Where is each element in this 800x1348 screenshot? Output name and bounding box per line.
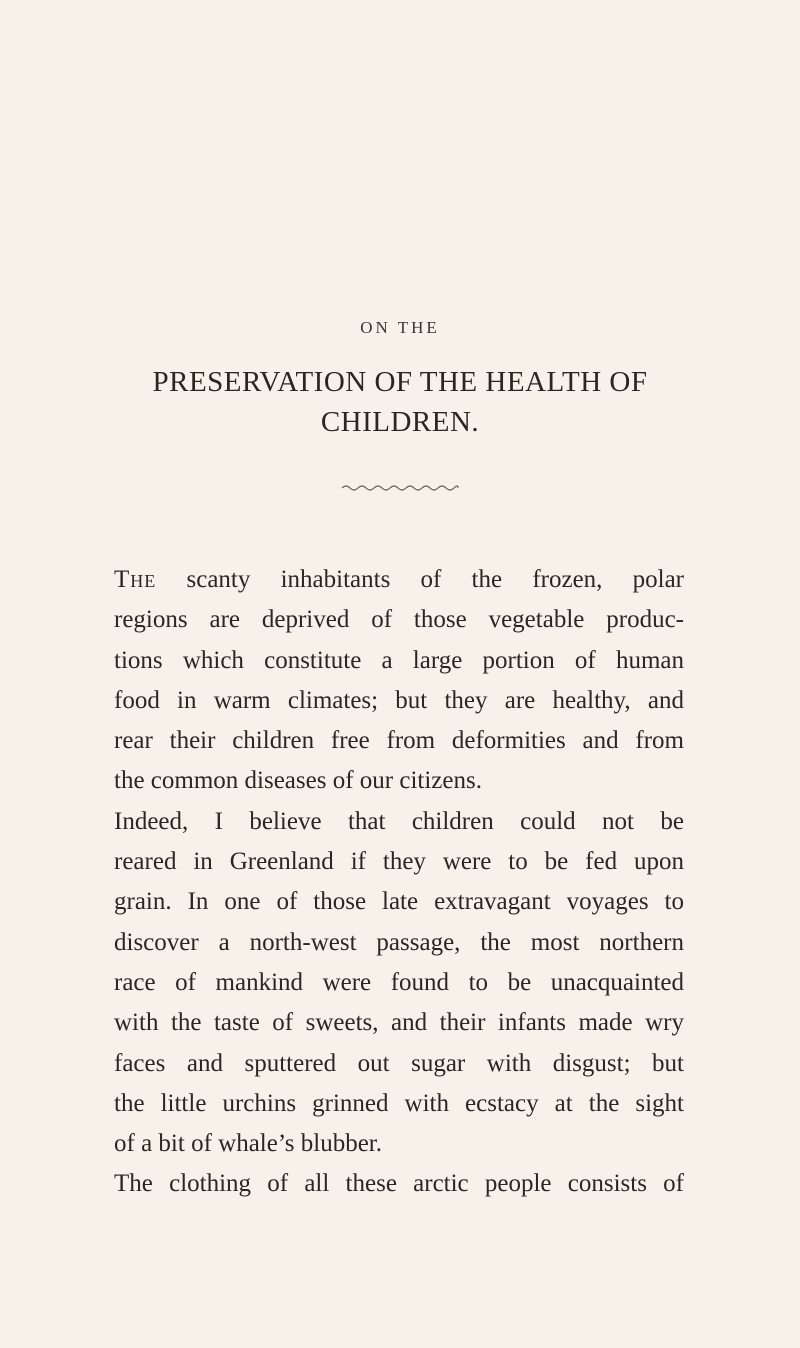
lead-word: The bbox=[114, 566, 157, 593]
paragraph-3 bbox=[114, 1164, 684, 1204]
paragraph-2 bbox=[114, 802, 684, 1165]
chapter-title-line-1: PRESERVATION OF THE HEALTH OF bbox=[152, 366, 648, 398]
text-line: discover a north-west passage, the most northern bbox=[114, 928, 684, 956]
text-line: tions which constitute a large portion of human bbox=[114, 646, 684, 674]
text-line: Indeed, I believe that children could not be bbox=[114, 807, 684, 835]
heading-kicker: ON THE bbox=[360, 318, 440, 337]
paragraph-1 bbox=[114, 560, 684, 802]
chapter-title bbox=[0, 362, 800, 442]
text-line: regions are deprived of those vegetable produc- bbox=[114, 606, 684, 634]
text-line: food in warm climates; but they are healthy, and bbox=[114, 686, 684, 714]
text-line: reared in Greenland if they were to be fed upon bbox=[114, 848, 684, 876]
text-line: rear their children free from deformities and from bbox=[114, 727, 684, 755]
text-line: of a bit of whale’s blubber. bbox=[114, 1130, 382, 1158]
chapter-title-line-2: CHILDREN. bbox=[320, 406, 480, 438]
wavy-rule-icon bbox=[340, 482, 460, 494]
text-line: The clothing of all these arctic people consists of bbox=[114, 1170, 684, 1198]
text-line: the common diseases of our citizens. bbox=[114, 767, 482, 795]
text-line: faces and sputtered out sugar with disgust; but bbox=[114, 1049, 684, 1077]
body-text bbox=[114, 560, 684, 1205]
text-line: race of mankind were found to be unacquainted bbox=[114, 968, 684, 996]
text-line: with the taste of sweets, and their infants made wry bbox=[114, 1009, 684, 1037]
text-line: the little urchins grinned with ecstacy at the sight bbox=[114, 1089, 684, 1117]
text-line: The scanty inhabitants of the frozen, polar bbox=[114, 566, 685, 593]
text-line: grain. In one of those late extravagant voyages to bbox=[114, 888, 684, 916]
